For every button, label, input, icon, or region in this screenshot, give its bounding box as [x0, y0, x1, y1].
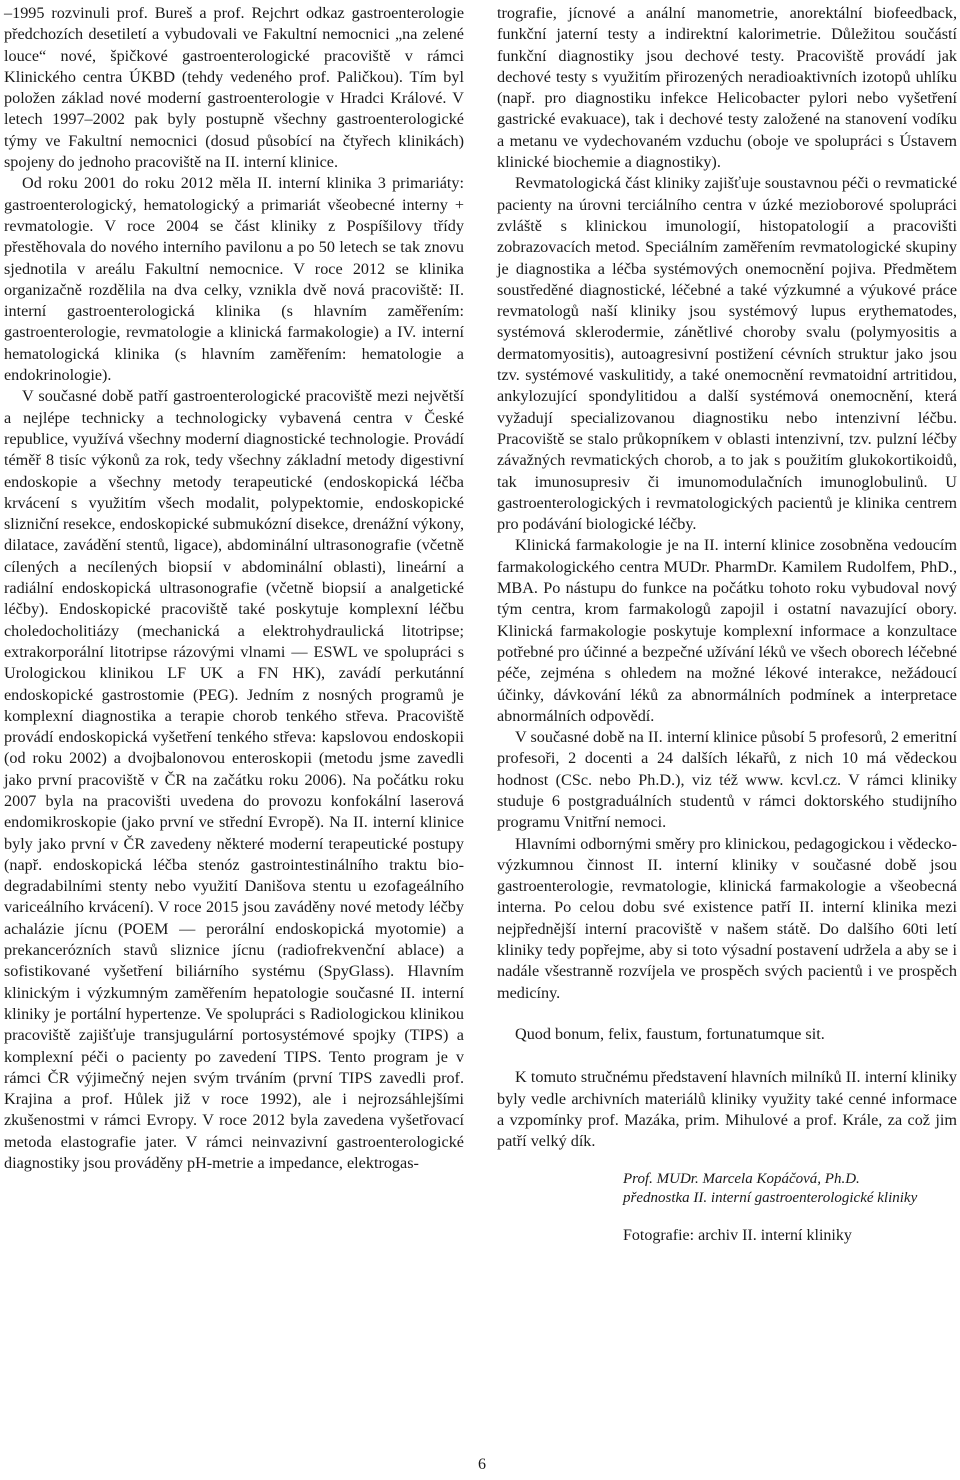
paragraph-breath-tests: trografie, jícnové a anální manometrie, anorektální biofeedback, funkční jaterní testy a indirektní kalorimetrie. Důležitou součástí funkční diagnostiky jsou dechové testy. Pracoviště provádí jak dechové testy s využitím přirozených neradioaktivních izotopů uhlíku (např. pro diagnostiku infekce Helicobacter pylori nebo vyšetření gastrické evakuace), tak i dechové testy založené na stanovení vodíku a metanu ve vydechovaném vzduchu (oboje ve spolupráci s Ústavem klinické biochemie a diagnostiky).: [497, 4, 957, 172]
paragraph-history: –1995 rozvinuli prof. Bureš a prof. Rejchrt odkaz gastroenterologie předchozích desetiletí a vybudovali ve Fakultní nemocnici „na zelené louce“ nové, špičkové gastroenterologické pracoviště v rámci Klinického centra ÚKBD (tehdy vedeného prof. Paličkou). Tím byl položen základ nové moderní gastroenterologie v Hradci Králové. V letech 1997–2002 pak byly postupně všechny gastroenterologické týmy ve Fakultní nemocnici (dosud působící na čtyřech klinikách) spojeny do jednoho pracoviště na II. interní klinice.: [4, 4, 464, 172]
spacer: [497, 1045, 957, 1067]
latin-quote: Quod bonum, felix, faustum, fortunatumque sit.: [515, 1024, 825, 1043]
paragraph-rheumatology: Revmatologická část kliniky zajišťuje soustavnou péči o revmatické pacienty na úrovni terciálního centra v úzké mezioborové spolupráci zvláště s klinickou imunologií, histopatologií a pracovišti zobrazovacích metod. Speciálním zaměřením revmatologické skupiny je diagnostika a léčba systémových onemocnění pojiva. Předmětem soustředěné diagnostické, léčebné a také výzkumné a výukové práce revmatologů naší kliniky jsou systémový lupus erythematodes, systémová sklerodermie, zánětlivé choroby svalu (polymyositis a dermatomyositis), autoagresivní postižení cévních struktur jako jsou tzv. systémové vaskulitidy, a také onemocnění revmatoidní artritidou, ankylozující spondylitidou a další systémová onemocnění, která vyžadují specializovanou diagnostiku nebo intenzivní léčbu. Pracoviště se stalo průkopníkem v oblasti intenzivní, tzv. pulzní léčby závažných revmatických chorob, a to jak s použitím glukokortikoidů, tak imunosupresiv či imunomodulačních imunoglobulinů. U gastroenterologických i revmatologických pacientů je klinika centrem pro podávání biologické léčby.: [497, 174, 957, 534]
author-role: přednostka II. interní gastroenterologické kliniky: [623, 1190, 918, 1207]
author-signature: [623, 1170, 957, 1208]
right-column: [497, 3, 957, 1246]
photo-credit: Fotografie: archiv II. interní kliniky: [623, 1227, 852, 1245]
page-number: 6: [478, 1456, 486, 1473]
paragraph-primariaty: Od roku 2001 do roku 2012 měla II. interní klinika 3 primariáty: gastroenterologický, hematologický a primariát všeobecné interny + revmatologie. V roce 2004 se část kliniky z Pospíšilovy třídy přestěhovala do nového interního pavilonu a po 50 letech se tak znovu sjednotila v areálu Fakultní nemocnice. V roce 2012 se klinika organizačně rozdělila na dva celky, vznikla dvě nová pracoviště: II. interní gastroenterologická klinika (s hlavním zaměřením: gastroenterologie, revmatologie a klinická farmakologie) a IV. interní hematologická klinika (s hlavním zaměřením: hematologie a endokrinologie).: [4, 174, 464, 385]
left-column: [4, 3, 464, 1174]
author-name: Prof. MUDr. Marcela Kopáčová, Ph.D.: [623, 1171, 860, 1188]
spacer: [497, 1004, 957, 1024]
paragraph-main-directions: Hlavními odbornými směry pro klinickou, pedagogickou i vědecko-výzkumnou činnost II. interní kliniky v současné době jsou gastroenterologie, revmatologie, klinická farmakologie a všeobecná interna. Po celou dobu své existence patří II. interní klinika mezi nejpřednější interní pracoviště v našem státě. Do dalšího 60ti letí kliniky tedy popřejme, aby si toto výsadní postavení udržela a aby se i nadále všestranně rozvíjela ve prospěch svých pacientů i ve prospěch medicíny.: [497, 834, 957, 1002]
paragraph-gastroenterology: V současné době patří gastroenterologické pracoviště mezi největší a nejlépe technicky a technologicky vybavená centra v České republice, využívá všechny moderní diagnostické technologie. Provádí téměř 8 tisíc výkonů za rok, tedy všechny základní metody digestivní endoskopie a všechny metody terapeutické (endoskopická léčba krvácení s využitím všech modalit, polypektomie, endoskopické slizniční resekce, endoskopické submukózní disekce, drenážní výkony, dilatace, zavádění stentů, ligace), abdominální ultrasonografie (včetně cílených a necílených biopsií v abdominální oblasti), lineární a radiální endoskopická ultrasonografie (včetně biopsií a analgetické léčby). Endoskopické pracoviště také poskytuje komplexní léčbu choledocholitiázy (mechanická a elektrohydraulická litotripse; extrakorporální litotripse rázovými vlnami — ESWL ve spolupráci s Urologickou klinikou LF UK a FN HK), zavádí perkutánní endoskopické gastrostomie (PEG). Jedním z nosných programů je komplexní diagnostika a terapie chorob tenkého střeva. Pracoviště provádí endoskopická vyšetření tenkého střeva: kapslovou endoskopii (od roku 2002) a dvojbalonovou enteroskopii (metodu jsme zavedli jako první pracoviště v ČR na začátku roku 2006). Na počátku roku 2007 byla na pracovišti uvedena do provozu konfokální laserová endomikroskopie (jako první ve střední Evropě). Na II. interní klinice byly jako první v ČR zavedeny některé moderní terapeutické postupy (např. endoskopická léčba stenóz gastrointestinálního traktu bio-degradabilními stenty nebo využití Danišova stentu u ezofageálního variceálního krvácení). V roce 2015 jsou zaváděny nové metody léčby achalázie jícnu (POEM — perorální endoskopická myotomie) a prekancerózních stavů sliznice jícnu (radiofrekvenční ablace) a sofistikované vyšetření biliárního systému (SpyGlass). Hlavním klinickým i výzkumným zaměřením hepatologie současné II. interní kliniky je portální hypertenze. Ve spolupráci s Radiologickou klinikou pracoviště zajišťuje transjugulární portosystémové spojky (TIPS) a komplexní péči o pacienty po zavedení TIPS. Tento program je v rámci ČR výjimečný nejen svým trváním (první TIPS zavedli prof. Krajina a prof. Hůlek již v roce 1992), ale i nejrozsáhlejšími zkušenostmi v rámci Evropy. V roce 2012 byla zavedena vyšetřovací metoda elastografie jater. V rámci neinvazivní gastroenterologické diagnostiky jsou prováděny pH-metrie a impedance, elektrogas-: [4, 387, 464, 1173]
paragraph-staff: V současné době na II. interní klinice působí 5 profesorů, 2 emeritní profesoři, 2 docenti a 24 dalších lékařů, z nich 10 má vědeckou hodnost (CSc. nebo Ph.D.), viz též www. kcvl.cz. V rámci kliniky studuje 6 postgraduálních studentů v rámci doktorského studijního programu Vnitřní nemoci.: [497, 728, 957, 832]
acknowledgement-paragraph: K tomuto stručnému představení hlavních milníků II. interní kliniky byly vedle archivních materiálů kliniky využity také cenné informace a vzpomínky prof. Mazáka, prim. Mihulové a prof. Krále, za což jim patří velký dík.: [497, 1068, 957, 1151]
paragraph-pharmacology: Klinická farmakologie je na II. interní klinice zosobněna vedoucím farmakologického centra MUDr. PharmDr. Kamilem Rudolfem, PhD., MBA. Po nástupu do funkce na počátku tohoto roku vybudoval nový tým centra, krom farmakologů zapojil i ostatní navazující obory. Klinická farmakologie poskytuje komplexní informace a konzultace potřebné pro účinné a bezpečné užívání léků ve všech oborech léčebné péče, zejména s ohledem na možné lékové interakce, nežádoucí účinky, dávkování léků za abnormálních podmínek a interpretace abnormálních odpovědí.: [497, 536, 957, 725]
spacer: [497, 1152, 957, 1170]
